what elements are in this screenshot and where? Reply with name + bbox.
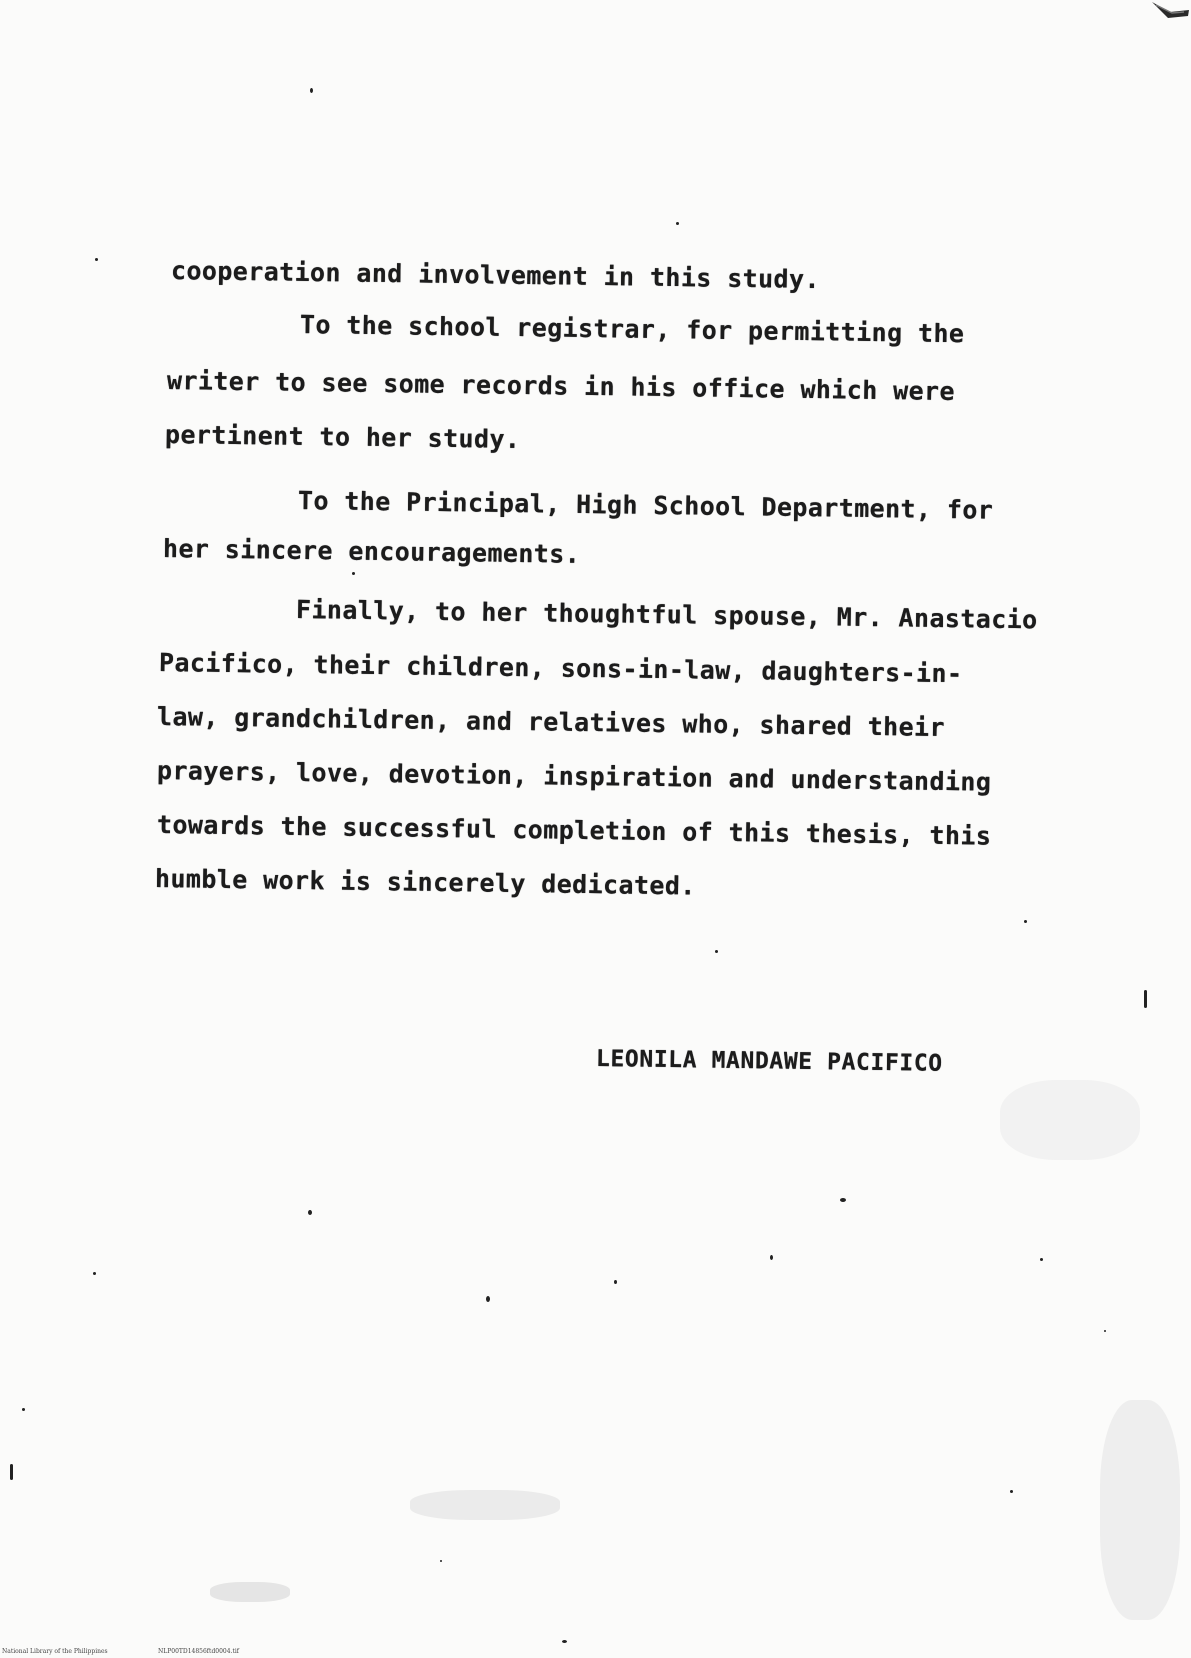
footer-library: National Library of the Philippines [2,1648,108,1655]
scan-speck [308,1210,312,1215]
scan-speck [352,572,355,575]
text-line: law, grandchildren, and relatives who, shared their [156,702,946,743]
scan-speck [1010,1490,1013,1493]
text-line: To the Principal, High School Department, for [297,486,994,525]
scan-speck [440,1560,442,1562]
scan-grain [1100,1400,1180,1620]
scan-speck [1040,1258,1043,1261]
text-line: pertinent to her study. [164,420,521,454]
scan-grain [1000,1080,1140,1160]
scan-speck [1144,990,1147,1008]
scan-speck [93,1272,96,1275]
text-line: writer to see some records in his office which were [166,366,956,407]
text-line: prayers, love, devotion, inspiration and understanding [156,756,992,797]
scan-grain [210,1582,290,1602]
scan-speck [22,1408,25,1411]
page-corner-mark [1150,0,1191,22]
scan-grain [410,1490,560,1520]
text-line: her sincere encouragements. [162,534,581,569]
text-line: Finally, to her thoughtful spouse, Mr. Anastacio [295,595,1038,635]
scan-speck [715,950,718,953]
scan-speck [95,258,98,261]
scan-speck [562,1640,567,1643]
scan-speck [10,1464,13,1480]
text-line: towards the successful completion of this thesis, this [156,810,992,851]
text-line: cooperation and involvement in this study. [170,256,821,295]
scan-speck [310,88,313,93]
signature-name: LEONILA MANDAWE PACIFICO [595,1046,943,1077]
scan-speck [1104,1330,1106,1332]
text-line: To the school registrar, for permitting the [299,310,965,349]
scan-speck [840,1198,846,1202]
scan-speck [676,222,679,225]
scan-speck [486,1296,490,1302]
footer-filename: NLP00TD14856ftd0004.tif [158,1648,240,1655]
scan-speck [614,1280,617,1284]
scan-speck [770,1255,773,1260]
text-line: Pacifico, their children, sons-in-law, daughters-in- [158,648,963,689]
scan-speck [1024,920,1027,923]
text-line: humble work is sincerely dedicated. [154,864,696,901]
